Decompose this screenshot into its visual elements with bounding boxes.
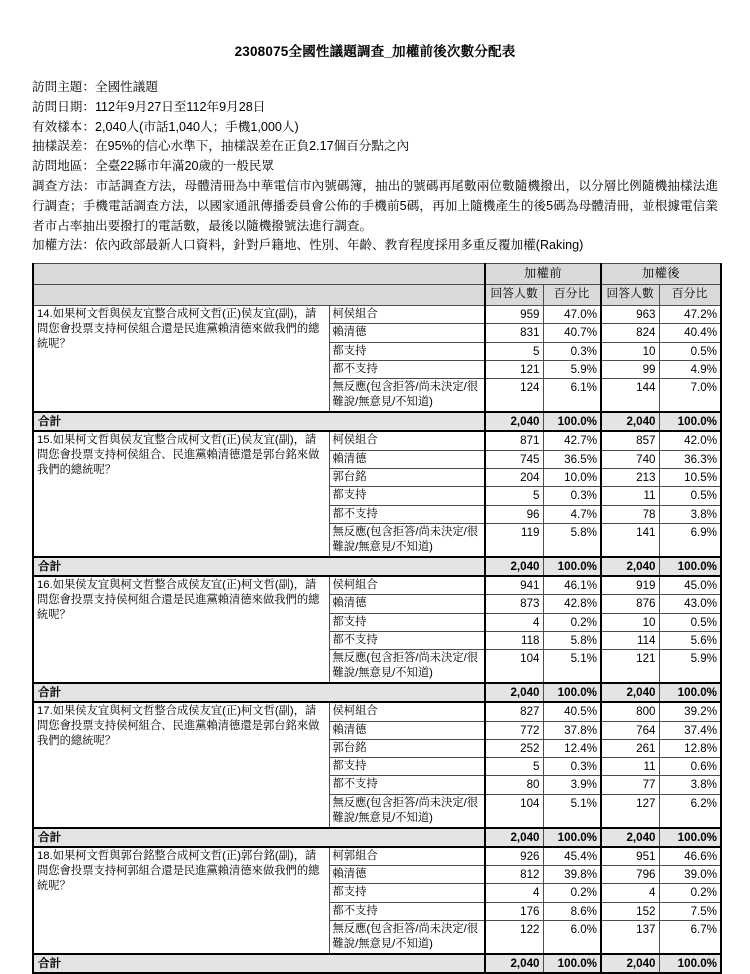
count-before-weight-cell: 5	[485, 342, 543, 360]
total-row	[33, 954, 721, 973]
weighting-method-paragraph: 加權方法：依內政部最新人口資料，針對戶籍地、性別、年齡、教育程度採用多重反覆加權(Raking)	[32, 238, 584, 253]
total-label-cell: 合計	[33, 828, 485, 847]
header-count-after: 回答人數	[601, 285, 659, 306]
count-before-weight-cell: 873	[485, 595, 543, 613]
option-label-cell: 都不支持	[329, 631, 485, 649]
page-title: 2308075全國性議題調查_加權前後次數分配表	[234, 44, 516, 59]
question-cell: 15.如果柯文哲與侯友宜整合成柯文哲(正)侯友宜(副)，請問您會投票支持柯侯組合、民進黨賴清德還是郭台銘來做我們的總統呢？	[33, 431, 329, 556]
percent-before-weight-cell: 8.6%	[543, 902, 601, 920]
count-after-weight-cell: 4	[601, 884, 659, 902]
percent-before-weight-cell: 5.8%	[543, 631, 601, 649]
frequency-distribution-table	[32, 263, 722, 974]
total-label-cell: 合計	[33, 954, 485, 973]
metadata-value: 2,040人(市話1,040人；手機1,000人)	[94, 119, 299, 134]
count-after-weight-cell: 857	[601, 431, 659, 450]
total-percent-after-weight-cell: 100.0%	[659, 557, 721, 576]
option-label-cell: 賴清德	[329, 450, 485, 468]
percent-before-weight-cell: 5.1%	[543, 650, 601, 683]
count-before-weight-cell: 941	[485, 576, 543, 595]
percent-before-weight-cell: 36.5%	[543, 450, 601, 468]
count-after-weight-cell: 11	[601, 758, 659, 776]
percent-after-weight-cell: 0.5%	[659, 613, 721, 631]
header-blank-cell	[33, 264, 485, 285]
option-label-cell: 柯侯組合	[329, 306, 485, 324]
percent-before-weight-cell: 0.2%	[543, 884, 601, 902]
count-after-weight-cell: 11	[601, 487, 659, 505]
percent-after-weight-cell: 0.2%	[659, 884, 721, 902]
percent-after-weight-cell: 39.0%	[659, 866, 721, 884]
count-after-weight-cell: 800	[601, 702, 659, 721]
option-label-cell: 郭台銘	[329, 739, 485, 757]
total-percent-after-weight-cell: 100.0%	[659, 683, 721, 702]
header-group-after-weight: 加權後	[601, 264, 721, 285]
percent-after-weight-cell: 7.5%	[659, 902, 721, 920]
count-before-weight-cell: 827	[485, 702, 543, 721]
metadata-separator: ：	[82, 99, 95, 114]
total-percent-before-weight-cell: 100.0%	[543, 412, 601, 431]
total-count-after-weight-cell: 2,040	[601, 828, 659, 847]
total-label-cell: 合計	[33, 412, 485, 431]
count-after-weight-cell: 77	[601, 776, 659, 794]
metadata-label: 抽樣誤差	[32, 139, 83, 154]
metadata-row	[32, 98, 750, 118]
total-row	[33, 412, 721, 431]
percent-before-weight-cell: 5.8%	[543, 523, 601, 556]
percent-after-weight-cell: 3.8%	[659, 505, 721, 523]
percent-after-weight-cell: 39.2%	[659, 702, 721, 721]
option-label-cell: 都支持	[329, 758, 485, 776]
metadata-row	[32, 157, 750, 177]
option-label-cell: 都不支持	[329, 902, 485, 920]
option-label-cell: 侯柯組合	[329, 702, 485, 721]
option-label-cell: 賴清德	[329, 595, 485, 613]
count-before-weight-cell: 4	[485, 613, 543, 631]
option-label-cell: 無反應(包含拒答/尚未決定/很難說/無意見/不知道)	[329, 921, 485, 954]
count-before-weight-cell: 831	[485, 324, 543, 342]
percent-before-weight-cell: 5.1%	[543, 794, 601, 827]
count-after-weight-cell: 261	[601, 739, 659, 757]
question-cell: 14.如果柯文哲與侯友宜整合成柯文哲(正)侯友宜(副)，請問您會投票支持柯侯組合還是民進黨賴清德來做我們的總統呢？	[33, 306, 329, 413]
count-before-weight-cell: 96	[485, 505, 543, 523]
metadata-separator: ：	[82, 80, 95, 95]
percent-after-weight-cell: 6.7%	[659, 921, 721, 954]
percent-after-weight-cell: 6.2%	[659, 794, 721, 827]
count-before-weight-cell: 122	[485, 921, 543, 954]
percent-after-weight-cell: 46.6%	[659, 847, 721, 866]
total-count-before-weight-cell: 2,040	[485, 828, 543, 847]
count-before-weight-cell: 80	[485, 776, 543, 794]
table-body	[33, 306, 721, 974]
percent-before-weight-cell: 3.9%	[543, 776, 601, 794]
percent-before-weight-cell: 0.3%	[543, 487, 601, 505]
count-after-weight-cell: 796	[601, 866, 659, 884]
option-label-cell: 都支持	[329, 487, 485, 505]
table-row	[33, 306, 721, 324]
table-row	[33, 702, 721, 721]
option-label-cell: 都不支持	[329, 776, 485, 794]
count-before-weight-cell: 871	[485, 431, 543, 450]
count-after-weight-cell: 99	[601, 360, 659, 378]
metadata-row	[32, 78, 750, 98]
header-group-before-weight: 加權前	[485, 264, 601, 285]
percent-before-weight-cell: 10.0%	[543, 468, 601, 486]
count-before-weight-cell: 772	[485, 721, 543, 739]
table-header-sub-row	[33, 285, 721, 306]
option-label-cell: 都支持	[329, 613, 485, 631]
count-after-weight-cell: 78	[601, 505, 659, 523]
percent-after-weight-cell: 47.2%	[659, 306, 721, 324]
count-after-weight-cell: 137	[601, 921, 659, 954]
total-count-after-weight-cell: 2,040	[601, 557, 659, 576]
percent-before-weight-cell: 0.2%	[543, 613, 601, 631]
option-label-cell: 賴清德	[329, 866, 485, 884]
count-after-weight-cell: 141	[601, 523, 659, 556]
percent-before-weight-cell: 0.3%	[543, 758, 601, 776]
percent-before-weight-cell: 40.7%	[543, 324, 601, 342]
metadata-label: 訪問地區	[32, 159, 83, 174]
option-label-cell: 都不支持	[329, 505, 485, 523]
header-percent-before: 百分比	[543, 285, 601, 306]
total-count-before-weight-cell: 2,040	[485, 557, 543, 576]
total-row	[33, 557, 721, 576]
header-count-before: 回答人數	[485, 285, 543, 306]
total-percent-before-weight-cell: 100.0%	[543, 954, 601, 973]
percent-before-weight-cell: 39.8%	[543, 866, 601, 884]
count-after-weight-cell: 10	[601, 342, 659, 360]
survey-metadata-block	[32, 78, 750, 177]
percent-after-weight-cell: 3.8%	[659, 776, 721, 794]
count-before-weight-cell: 5	[485, 487, 543, 505]
count-before-weight-cell: 119	[485, 523, 543, 556]
metadata-row	[32, 118, 750, 138]
count-after-weight-cell: 824	[601, 324, 659, 342]
count-after-weight-cell: 919	[601, 576, 659, 595]
question-cell: 17.如果侯友宜與柯文哲整合成侯友宜(正)柯文哲(副)，請問您會投票支持侯柯組合、民進黨賴清德還是郭台銘來做我們的總統呢？	[33, 702, 329, 827]
percent-after-weight-cell: 5.9%	[659, 650, 721, 683]
percent-after-weight-cell: 0.5%	[659, 342, 721, 360]
metadata-value: 在95%的信心水準下，抽樣誤差在正負2.17個百分點之內	[94, 139, 410, 154]
percent-after-weight-cell: 5.6%	[659, 631, 721, 649]
option-label-cell: 郭台銘	[329, 468, 485, 486]
option-label-cell: 無反應(包含拒答/尚未決定/很難說/無意見/不知道)	[329, 379, 485, 412]
percent-after-weight-cell: 45.0%	[659, 576, 721, 595]
table-row	[33, 576, 721, 595]
total-count-after-weight-cell: 2,040	[601, 954, 659, 973]
survey-method-paragraph: 調查方法：市話調查方法，母體清冊為中華電信市內號碼簿，抽出的號碼再尾數兩位數隨機撥出，以分層比例隨機抽樣法進行調查；手機電話調查方法，以國家通訊傳播委員會公佈的手機前5碼，再加上隨機產生的後5碼為母體清冊，並根據電信業者市占率抽出要撥打的電話數，最後以隨機撥號法進行調查。	[32, 179, 718, 233]
total-percent-after-weight-cell: 100.0%	[659, 412, 721, 431]
count-after-weight-cell: 963	[601, 306, 659, 324]
percent-after-weight-cell: 40.4%	[659, 324, 721, 342]
total-count-after-weight-cell: 2,040	[601, 683, 659, 702]
metadata-value: 全國性議題	[94, 80, 158, 95]
metadata-value: 112年9月27日至112年9月28日	[94, 99, 266, 114]
total-count-before-weight-cell: 2,040	[485, 954, 543, 973]
percent-before-weight-cell: 12.4%	[543, 739, 601, 757]
count-before-weight-cell: 5	[485, 758, 543, 776]
count-after-weight-cell: 213	[601, 468, 659, 486]
percent-before-weight-cell: 6.0%	[543, 921, 601, 954]
metadata-separator: ：	[82, 119, 95, 134]
question-cell: 16.如果侯友宜與柯文哲整合成侯友宜(正)柯文哲(副)，請問您會投票支持侯柯組合還是民進黨賴清德來做我們的總統呢？	[33, 576, 329, 683]
count-after-weight-cell: 121	[601, 650, 659, 683]
count-before-weight-cell: 926	[485, 847, 543, 866]
total-row	[33, 683, 721, 702]
count-before-weight-cell: 104	[485, 650, 543, 683]
percent-after-weight-cell: 0.6%	[659, 758, 721, 776]
percent-after-weight-cell: 12.8%	[659, 739, 721, 757]
total-label-cell: 合計	[33, 683, 485, 702]
metadata-row	[32, 137, 750, 157]
percent-after-weight-cell: 10.5%	[659, 468, 721, 486]
option-label-cell: 無反應(包含拒答/尚未決定/很難說/無意見/不知道)	[329, 523, 485, 556]
header-blank-cell-2	[33, 285, 485, 306]
question-cell: 18.如果柯文哲與郭台銘整合成柯文哲(正)郭台銘(副)，請問您會投票支持柯郭組合還是民進黨賴清德來做我們的總統呢？	[33, 847, 329, 954]
count-before-weight-cell: 812	[485, 866, 543, 884]
percent-before-weight-cell: 0.3%	[543, 342, 601, 360]
percent-after-weight-cell: 4.9%	[659, 360, 721, 378]
percent-after-weight-cell: 42.0%	[659, 431, 721, 450]
count-before-weight-cell: 959	[485, 306, 543, 324]
percent-before-weight-cell: 42.7%	[543, 431, 601, 450]
percent-before-weight-cell: 40.5%	[543, 702, 601, 721]
count-before-weight-cell: 745	[485, 450, 543, 468]
total-percent-before-weight-cell: 100.0%	[543, 828, 601, 847]
percent-after-weight-cell: 0.5%	[659, 487, 721, 505]
count-before-weight-cell: 124	[485, 379, 543, 412]
percent-before-weight-cell: 6.1%	[543, 379, 601, 412]
percent-before-weight-cell: 42.8%	[543, 595, 601, 613]
option-label-cell: 都不支持	[329, 360, 485, 378]
metadata-separator: ：	[82, 159, 95, 174]
total-percent-after-weight-cell: 100.0%	[659, 828, 721, 847]
count-before-weight-cell: 204	[485, 468, 543, 486]
frequency-table-wrapper	[32, 263, 720, 974]
option-label-cell: 柯郭組合	[329, 847, 485, 866]
option-label-cell: 都支持	[329, 342, 485, 360]
option-label-cell: 侯柯組合	[329, 576, 485, 595]
count-after-weight-cell: 152	[601, 902, 659, 920]
metadata-separator: ：	[82, 139, 95, 154]
total-count-before-weight-cell: 2,040	[485, 683, 543, 702]
table-header-group-row	[33, 264, 721, 285]
percent-before-weight-cell: 5.9%	[543, 360, 601, 378]
count-after-weight-cell: 10	[601, 613, 659, 631]
total-label-cell: 合計	[33, 557, 485, 576]
metadata-label: 訪問日期	[32, 99, 83, 114]
metadata-label: 訪問主題	[32, 80, 83, 95]
percent-after-weight-cell: 37.4%	[659, 721, 721, 739]
count-before-weight-cell: 121	[485, 360, 543, 378]
percent-after-weight-cell: 6.9%	[659, 523, 721, 556]
metadata-value: 全臺22縣市年滿20歲的一般民眾	[94, 159, 275, 174]
count-after-weight-cell: 127	[601, 794, 659, 827]
count-before-weight-cell: 104	[485, 794, 543, 827]
total-count-after-weight-cell: 2,040	[601, 412, 659, 431]
percent-before-weight-cell: 46.1%	[543, 576, 601, 595]
count-after-weight-cell: 951	[601, 847, 659, 866]
option-label-cell: 賴清德	[329, 324, 485, 342]
total-percent-before-weight-cell: 100.0%	[543, 557, 601, 576]
total-row	[33, 828, 721, 847]
count-after-weight-cell: 764	[601, 721, 659, 739]
count-before-weight-cell: 118	[485, 631, 543, 649]
header-percent-after: 百分比	[659, 285, 721, 306]
option-label-cell: 無反應(包含拒答/尚未決定/很難說/無意見/不知道)	[329, 794, 485, 827]
option-label-cell: 賴清德	[329, 721, 485, 739]
percent-before-weight-cell: 47.0%	[543, 306, 601, 324]
option-label-cell: 無反應(包含拒答/尚未決定/很難說/無意見/不知道)	[329, 650, 485, 683]
table-row	[33, 431, 721, 450]
count-before-weight-cell: 252	[485, 739, 543, 757]
count-after-weight-cell: 114	[601, 631, 659, 649]
count-after-weight-cell: 144	[601, 379, 659, 412]
percent-after-weight-cell: 7.0%	[659, 379, 721, 412]
percent-after-weight-cell: 43.0%	[659, 595, 721, 613]
percent-before-weight-cell: 4.7%	[543, 505, 601, 523]
metadata-label: 有效樣本	[32, 119, 83, 134]
table-row	[33, 847, 721, 866]
total-count-before-weight-cell: 2,040	[485, 412, 543, 431]
count-after-weight-cell: 876	[601, 595, 659, 613]
percent-before-weight-cell: 37.8%	[543, 721, 601, 739]
percent-before-weight-cell: 45.4%	[543, 847, 601, 866]
total-percent-after-weight-cell: 100.0%	[659, 954, 721, 973]
count-before-weight-cell: 176	[485, 902, 543, 920]
option-label-cell: 柯侯組合	[329, 431, 485, 450]
option-label-cell: 都支持	[329, 884, 485, 902]
table-head	[33, 264, 721, 306]
count-after-weight-cell: 740	[601, 450, 659, 468]
count-before-weight-cell: 4	[485, 884, 543, 902]
percent-after-weight-cell: 36.3%	[659, 450, 721, 468]
total-percent-before-weight-cell: 100.0%	[543, 683, 601, 702]
